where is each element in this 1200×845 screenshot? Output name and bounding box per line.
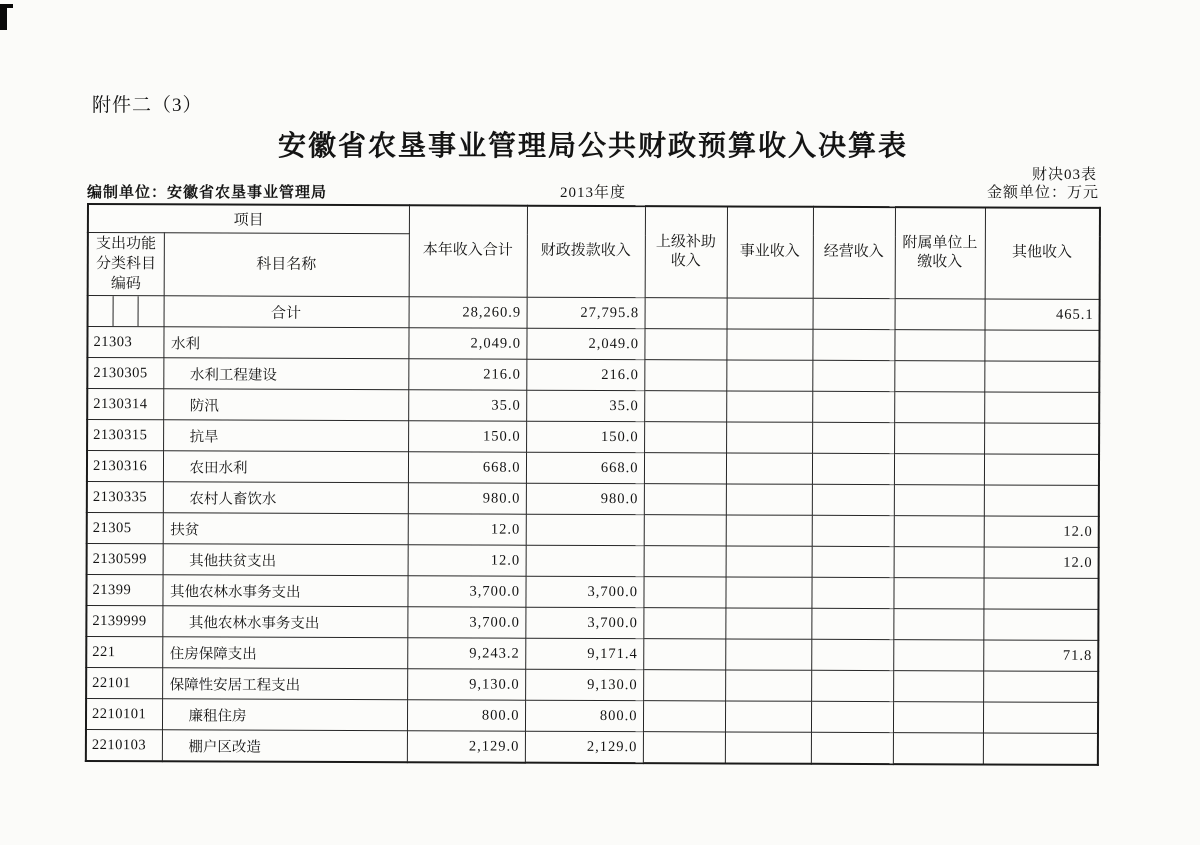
value-cell: 150.0 <box>526 421 644 452</box>
table-row <box>87 389 1099 424</box>
table-row <box>86 575 1098 610</box>
value-cell: 2,129.0 <box>407 731 525 763</box>
table-row <box>86 637 1098 672</box>
value-cell: 12.0 <box>984 547 1099 578</box>
table-row <box>87 513 1099 548</box>
value-cell <box>725 732 811 764</box>
value-cell <box>725 608 811 639</box>
value-cell: 150.0 <box>408 421 526 452</box>
code-cell: 21305 <box>87 513 163 544</box>
value-cell <box>984 361 1099 392</box>
value-cell <box>643 732 725 764</box>
value-cell: 3,700.0 <box>525 607 643 638</box>
subject-name-cell: 保障性安居工程支出 <box>162 668 407 700</box>
subject-name-cell: 棚户区改造 <box>162 730 407 762</box>
subject-name-cell: 住房保障支出 <box>162 637 407 669</box>
code-cell: 2130305 <box>87 358 163 389</box>
scan-corner-mark <box>0 4 7 30</box>
table-row <box>87 358 1099 393</box>
page-title: 安徽省农垦事业管理局公共财政预算收入决算表 <box>277 131 908 162</box>
value-cell: 980.0 <box>408 483 526 514</box>
value-cell <box>984 454 1099 485</box>
subject-name-cell: 其他扶贫支出 <box>163 544 408 576</box>
value-cell <box>644 422 726 453</box>
table-body <box>86 296 1100 765</box>
value-cell <box>644 546 726 577</box>
subject-name-cell: 防汛 <box>163 389 408 421</box>
value-cell: 9,130.0 <box>407 669 525 700</box>
value-cell <box>893 671 983 702</box>
value-cell <box>894 454 984 485</box>
table-row <box>87 420 1099 455</box>
attachment-label: 附件二（3） <box>92 95 203 116</box>
value-cell: 668.0 <box>526 452 644 483</box>
value-cell <box>726 422 812 453</box>
header-col-other-income: 其他收入 <box>985 207 1100 299</box>
code-cell: 21399 <box>86 575 162 606</box>
value-cell <box>984 423 1099 454</box>
value-cell: 800.0 <box>525 700 643 731</box>
code-cell: 2130314 <box>87 389 163 420</box>
header-col-operating-income: 经营收入 <box>813 207 895 299</box>
value-cell <box>983 702 1098 733</box>
value-cell <box>895 299 985 330</box>
value-cell <box>645 298 727 329</box>
value-cell <box>813 298 895 329</box>
table-wrapper <box>85 203 1101 766</box>
value-cell <box>644 453 726 484</box>
value-cell <box>643 670 725 701</box>
code-cell: 2130316 <box>87 451 163 482</box>
table-row <box>87 327 1099 362</box>
value-cell <box>727 298 813 329</box>
subject-name-cell: 廉租住房 <box>162 699 407 731</box>
value-cell <box>894 516 984 547</box>
code-subcell <box>138 296 163 326</box>
value-cell <box>725 639 811 670</box>
value-cell <box>644 484 726 515</box>
value-cell: 35.0 <box>408 390 526 421</box>
value-cell <box>812 546 894 577</box>
prepared-by-label: 编制单位：安徽省农垦事业管理局 <box>87 185 328 201</box>
value-cell <box>726 360 812 391</box>
value-cell <box>725 701 811 732</box>
value-cell <box>984 485 1099 516</box>
value-cell <box>894 547 984 578</box>
table-row <box>86 699 1098 734</box>
value-cell: 216.0 <box>526 359 644 390</box>
table-row <box>86 668 1098 703</box>
subject-name-cell: 其他农林水事务支出 <box>162 606 407 638</box>
value-cell <box>811 639 893 670</box>
value-cell: 3,700.0 <box>407 607 525 638</box>
subject-name-cell: 扶贫 <box>163 513 408 545</box>
value-cell <box>526 545 644 576</box>
value-cell <box>643 577 725 608</box>
value-cell: 9,171.4 <box>525 638 643 669</box>
value-cell: 2,049.0 <box>526 328 644 359</box>
value-cell: 71.8 <box>983 640 1098 671</box>
value-cell: 3,700.0 <box>407 576 525 607</box>
value-cell <box>812 484 894 515</box>
value-cell: 2,049.0 <box>408 328 526 359</box>
code-subcell <box>113 296 138 326</box>
value-cell <box>643 639 725 670</box>
code-cell: 2139999 <box>86 606 162 637</box>
value-cell <box>526 514 644 545</box>
subject-name-cell: 农田水利 <box>163 451 408 483</box>
header-col-business-income: 事业收入 <box>727 206 813 298</box>
value-cell <box>984 392 1099 423</box>
code-cell: 2130599 <box>87 544 163 575</box>
value-cell <box>812 453 894 484</box>
subject-name-cell: 其他农林水事务支出 <box>162 575 407 607</box>
header-project-group: 项目 <box>88 204 409 234</box>
value-cell <box>644 391 726 422</box>
subject-name-cell: 农村人畜饮水 <box>163 482 408 514</box>
value-cell <box>812 329 894 360</box>
value-cell: 980.0 <box>526 483 644 514</box>
value-cell <box>726 453 812 484</box>
value-cell: 12.0 <box>408 545 526 576</box>
table-row <box>88 296 1100 331</box>
form-code-label: 财决03表 <box>1031 167 1097 183</box>
code-cell: 2130335 <box>87 482 163 513</box>
value-cell <box>893 609 983 640</box>
value-cell <box>812 515 894 546</box>
table-header-row-1 <box>88 204 1100 236</box>
value-cell <box>726 484 812 515</box>
value-cell <box>812 422 894 453</box>
value-cell <box>893 733 983 765</box>
value-cell: 35.0 <box>526 390 644 421</box>
subject-name-cell: 抗旱 <box>163 420 408 452</box>
code-cell: 221 <box>86 637 162 668</box>
code-cell: 2210101 <box>86 699 162 730</box>
header-col-total-income: 本年收入合计 <box>409 205 527 297</box>
revenue-final-accounts-table <box>85 203 1101 766</box>
table-row <box>87 544 1099 579</box>
code-subcell <box>89 296 114 326</box>
value-cell <box>894 330 984 361</box>
value-cell: 3,700.0 <box>525 576 643 607</box>
value-cell <box>984 330 1099 361</box>
value-cell <box>812 360 894 391</box>
value-cell: 27,795.8 <box>527 297 645 328</box>
value-cell <box>983 609 1098 640</box>
header-col-superior-subsidy: 上级补助收入 <box>645 206 727 298</box>
header-col-fiscal-appropriation: 财政拨款收入 <box>527 206 645 298</box>
code-cell: 21303 <box>87 327 163 358</box>
value-cell <box>726 391 812 422</box>
value-cell <box>893 578 983 609</box>
value-cell <box>644 360 726 391</box>
value-cell <box>644 329 726 360</box>
table-row <box>86 606 1098 641</box>
value-cell <box>811 608 893 639</box>
value-cell <box>726 329 812 360</box>
subject-name-cell: 合计 <box>164 296 409 328</box>
table-row <box>87 451 1099 486</box>
value-cell: 9,130.0 <box>525 669 643 700</box>
value-cell <box>811 670 893 701</box>
value-cell: 2,129.0 <box>525 731 643 763</box>
value-cell <box>726 515 812 546</box>
value-cell: 28,260.9 <box>409 297 527 328</box>
subject-name-cell: 水利 <box>163 327 408 359</box>
value-cell <box>894 485 984 516</box>
header-subject-name: 科目名称 <box>164 233 409 297</box>
value-cell <box>894 423 984 454</box>
table-row <box>86 729 1098 764</box>
value-cell <box>812 391 894 422</box>
value-cell <box>725 577 811 608</box>
amount-unit-label: 金额单位：万元 <box>986 185 1099 201</box>
value-cell <box>894 361 984 392</box>
header-expenditure-code: 支出功能 分类科目 编码 <box>88 233 164 296</box>
value-cell <box>894 392 984 423</box>
value-cell: 668.0 <box>408 452 526 483</box>
table-meta-row <box>87 181 1099 202</box>
fiscal-year-label: 2013年度 <box>559 185 626 201</box>
value-cell: 800.0 <box>407 700 525 731</box>
code-cell: 2210103 <box>86 729 162 761</box>
header-col-subordinate-remit: 附属单位上缴收入 <box>895 207 985 299</box>
value-cell: 216.0 <box>408 359 526 390</box>
value-cell <box>811 732 893 764</box>
code-cell <box>88 296 164 327</box>
value-cell <box>726 546 812 577</box>
value-cell <box>811 701 893 732</box>
value-cell <box>725 670 811 701</box>
value-cell <box>893 640 983 671</box>
code-cell: 22101 <box>86 668 162 699</box>
value-cell: 9,243.2 <box>407 638 525 669</box>
value-cell <box>983 578 1098 609</box>
value-cell <box>893 702 983 733</box>
value-cell <box>643 701 725 732</box>
subject-name-cell: 水利工程建设 <box>163 358 408 390</box>
value-cell: 12.0 <box>408 514 526 545</box>
value-cell: 12.0 <box>984 516 1099 547</box>
value-cell <box>811 577 893 608</box>
code-cell: 2130315 <box>87 420 163 451</box>
value-cell <box>983 733 1098 765</box>
value-cell <box>643 608 725 639</box>
value-cell: 465.1 <box>985 299 1100 330</box>
table-row <box>87 482 1099 517</box>
value-cell <box>983 671 1098 702</box>
value-cell <box>644 515 726 546</box>
